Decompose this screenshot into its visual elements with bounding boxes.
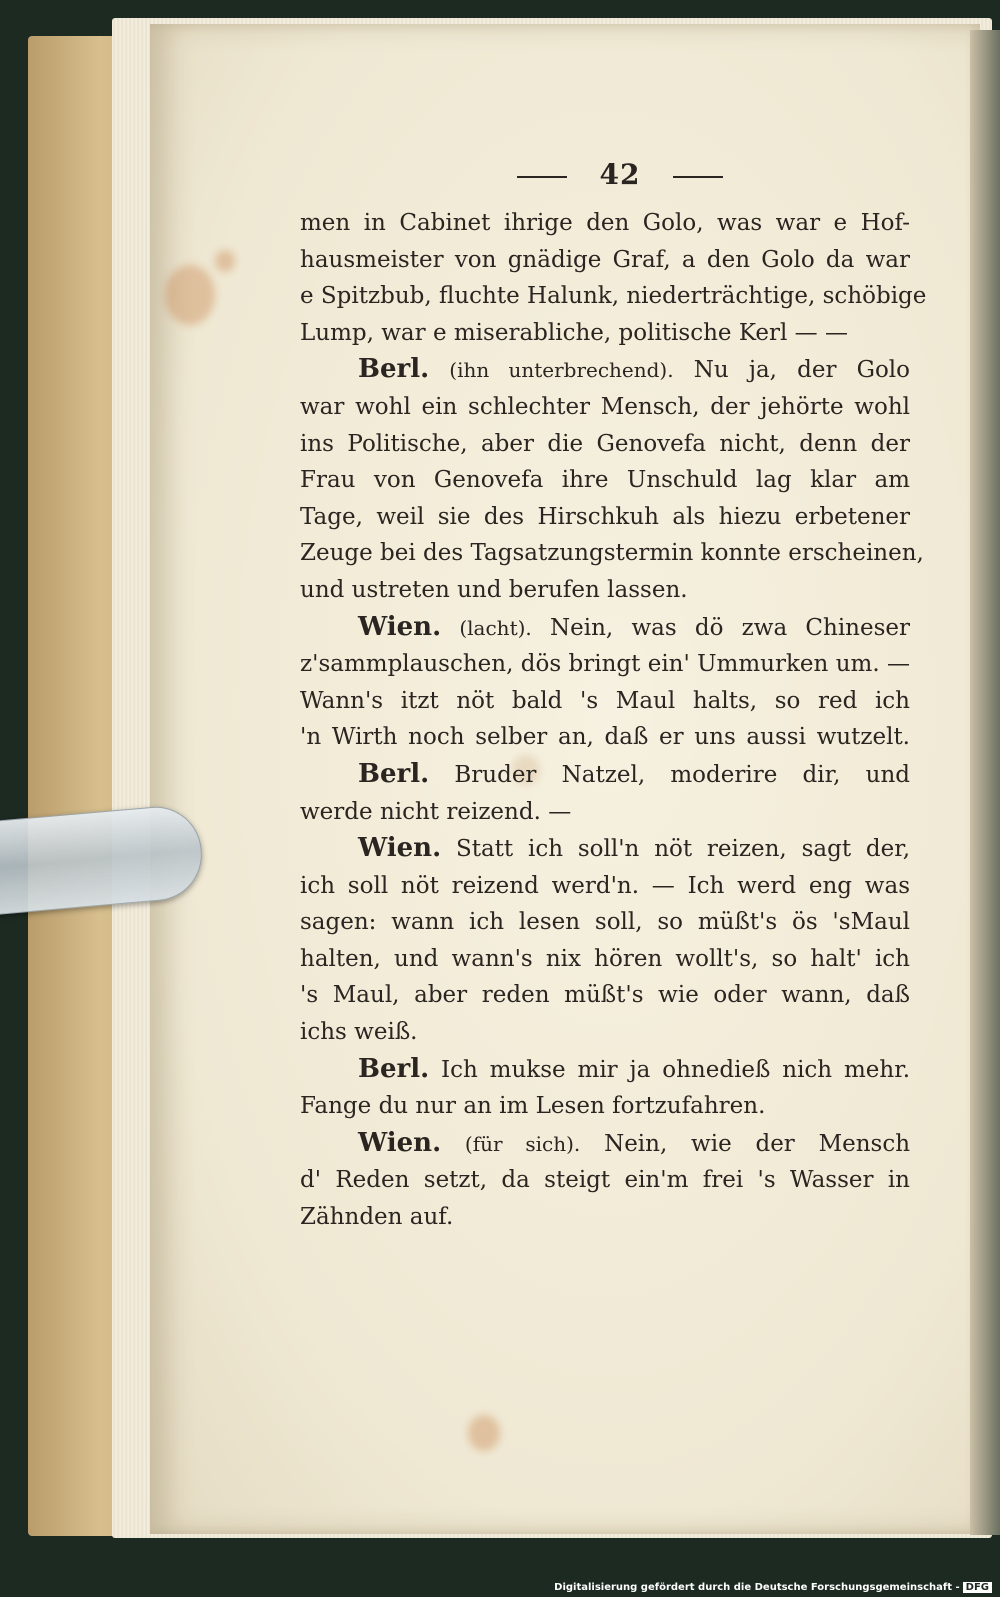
text-line	[300, 205, 910, 242]
text-line	[300, 1088, 910, 1125]
text-line	[300, 1014, 910, 1051]
text-line	[300, 646, 910, 683]
line-text: Tage, weil sie des Hirschkuh als hiezu erbetener	[300, 503, 910, 530]
text-line	[300, 1162, 910, 1199]
text-line	[300, 315, 910, 352]
text-line	[300, 1051, 910, 1089]
dfg-logo: DFG	[963, 1582, 992, 1593]
text-line	[300, 572, 910, 609]
text-line	[300, 977, 910, 1014]
line-text: 'n Wirth noch selber an, daß er uns aussi wutzelt.	[300, 724, 910, 751]
line-text: Statt ich soll'n nöt reizen, sagt der,	[455, 836, 910, 863]
line-text: halten, und wann's nix hören wollt's, so halt' ich	[300, 945, 910, 972]
line-text: Wann's itzt nöt bald 's Maul halts, so red ich	[300, 687, 910, 714]
line-text: ins Politische, aber die Genovefa nicht, denn der	[300, 430, 910, 457]
text-line	[300, 389, 910, 426]
stage-direction: (lacht).	[459, 615, 532, 640]
foxing-stain	[468, 1415, 500, 1451]
line-text: d' Reden setzt, da steigt ein'm frei 's Wasser in	[300, 1167, 910, 1194]
text-line	[300, 941, 910, 978]
text-line	[300, 756, 910, 794]
line-text: Ich mukse mir ja ohnedieß nich mehr.	[441, 1056, 911, 1083]
page-number-dash-left	[517, 176, 567, 178]
line-text: Bruder Natzel, moderire dir, und	[454, 761, 910, 788]
line-text: ich soll nöt reizend werd'n. — Ich werd eng was	[300, 872, 910, 899]
footer-credit	[554, 1582, 992, 1593]
text-line	[300, 868, 910, 905]
text-line	[300, 462, 910, 499]
stage-direction: (ihn unterbrechend).	[449, 358, 674, 383]
line-text: Lump, war e miserabliche, politische Kerl — —	[300, 319, 848, 346]
foxing-stain	[215, 250, 235, 272]
body-text	[300, 205, 927, 1236]
line-text: war wohl ein schlechter Mensch, der jehörte wohl	[300, 393, 910, 420]
line-text: und ustreten und berufen lassen.	[300, 576, 688, 603]
text-line	[300, 794, 910, 831]
speaker-name: Berl.	[358, 354, 430, 385]
text-line	[300, 426, 910, 463]
line-text: Zeuge bei des Tagsatzungstermin konnte erscheinen,	[300, 540, 924, 567]
speaker-name: Wien.	[358, 1127, 442, 1158]
page-number	[110, 158, 1000, 191]
speaker-name: Wien.	[358, 833, 442, 864]
text-line	[300, 719, 910, 756]
line-text: Frau von Genovefa ihre Unschuld lag klar am	[300, 467, 910, 494]
text-line	[300, 830, 910, 868]
text-line	[300, 1199, 910, 1236]
foxing-stain	[165, 265, 215, 325]
line-text: Zähnden auf.	[300, 1204, 454, 1231]
text-line	[300, 351, 910, 389]
text-line	[300, 904, 910, 941]
text-line	[300, 535, 924, 572]
text-line	[300, 278, 927, 315]
line-text: z'sammplauschen, dös bringt ein' Ummurken um. —	[300, 651, 910, 678]
text-line	[300, 499, 910, 536]
text-line	[300, 683, 910, 720]
footer-credit-text: Digitalisierung gefördert durch die Deutsche Forschungsgemeinschaft -	[554, 1582, 960, 1593]
line-text: sagen: wann ich lesen soll, so müßt's ös 'sMaul	[300, 909, 910, 936]
page-right-edge	[970, 30, 1000, 1535]
line-text: Fange du nur an im Lesen fortzufahren.	[300, 1093, 766, 1120]
line-text: ichs weiß.	[300, 1019, 418, 1046]
text-line	[300, 1125, 910, 1163]
page-number-dash-right	[673, 176, 723, 178]
speaker-name: Berl.	[358, 758, 430, 789]
speaker-name: Wien.	[358, 611, 442, 642]
line-text: hausmeister von gnädige Graf, a den Golo da war	[300, 246, 910, 273]
line-text: Nein, wie der Mensch	[604, 1130, 911, 1157]
line-text: 's Maul, aber reden müßt's wie oder wann, daß	[300, 982, 910, 1009]
line-text: Nein, was dö zwa Chineser	[550, 614, 911, 641]
line-text: werde nicht reizend. —	[300, 798, 572, 825]
line-text: men in Cabinet ihrige den Golo, was war e Hof-	[300, 210, 910, 236]
stage-direction: (für sich).	[464, 1131, 581, 1156]
line-text: e Spitzbub, fluchte Halunk, niederträchtige, schöbige	[300, 283, 927, 310]
line-text: Nu ja, der Golo	[693, 357, 911, 384]
page-number-value: 42	[599, 158, 641, 191]
text-line	[300, 609, 910, 647]
text-line	[300, 242, 910, 279]
speaker-name: Berl.	[358, 1053, 430, 1084]
